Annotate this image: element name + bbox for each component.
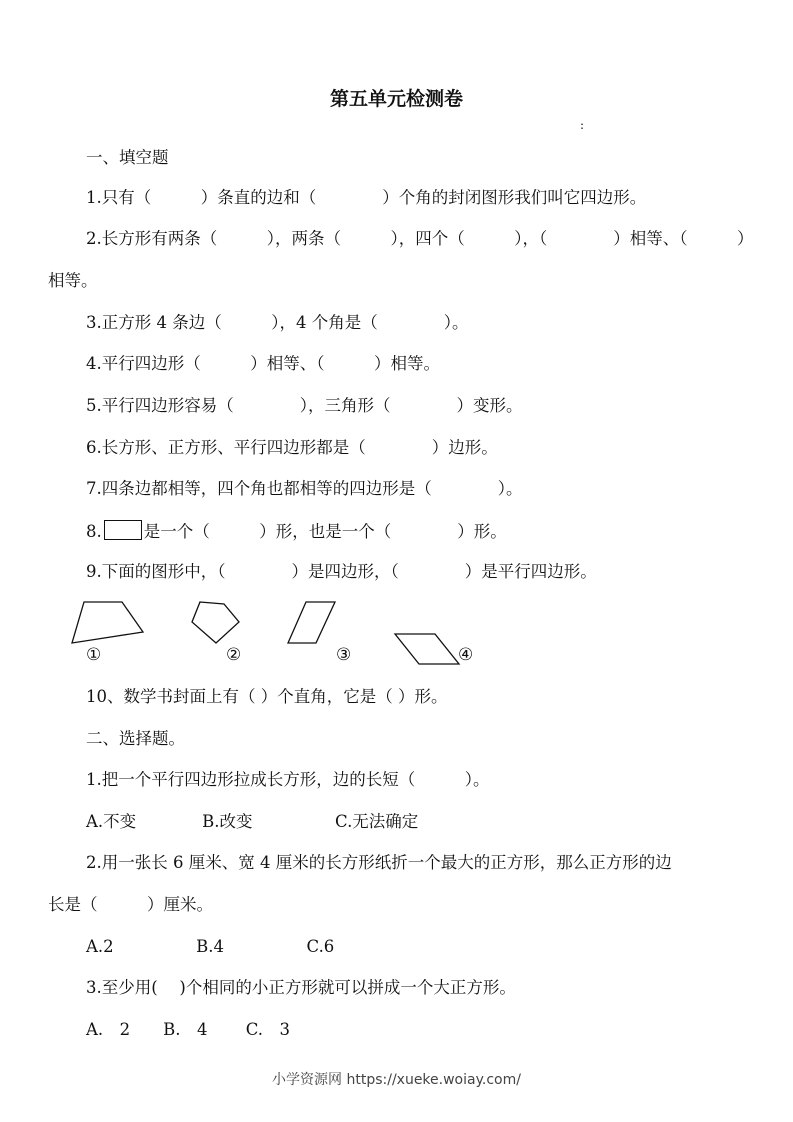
question-1-8-prefix: 8. — [86, 522, 102, 541]
question-1-1: 1.只有（ ）条直的边和（ ）个角的封闭图形我们叫它四边形。 — [86, 188, 647, 207]
question-2-1-options: A.不变 B.改变 C.无法确定 — [86, 812, 419, 831]
section1-heading: 一、填空题 — [86, 148, 169, 167]
question-1-8 — [86, 520, 507, 543]
question-2-3-options: A. 2 B. 4 C. 3 — [86, 1020, 291, 1039]
question-2-1: 1.把一个平行四边形拉成长方形，边的长短（ ）。 — [86, 770, 490, 789]
question-1-6: 6.长方形、正方形、平行四边形都是（ ）边形。 — [86, 438, 498, 457]
question-1-3: 3.正方形 4 条边（ ），4 个角是（ ）。 — [86, 313, 469, 332]
question-1-10: 10、数学书封面上有（ ）个直角，它是（ ）形。 — [86, 687, 448, 706]
question-2-2-line2: 长是（ ）厘米。 — [48, 895, 213, 914]
slanted-parallelogram-shape — [393, 632, 463, 668]
shape-label-4: ④ — [458, 645, 474, 665]
question-1-8-text: 是一个（ ）形，也是一个（ ）形。 — [143, 522, 507, 541]
question-1-7: 7.四条边都相等，四个角也都相等的四边形是（ ）。 — [86, 479, 523, 498]
pentagon-shape — [190, 600, 242, 646]
question-1-2-line2: 相等。 — [48, 271, 98, 290]
question-2-2-options: A.2 B.4 C.6 — [86, 937, 335, 956]
parallelogram-shape — [286, 600, 338, 646]
footer-source: 小学资源网 https://xueke.woiay.com/ — [272, 1072, 521, 1088]
page-title: 第五单元检测卷 — [329, 88, 463, 110]
shape-label-2: ② — [226, 645, 242, 665]
question-1-5: 5.平行四边形容易（ ），三角形（ ）变形。 — [86, 396, 523, 415]
section2-heading: 二、选择题。 — [86, 729, 185, 748]
question-1-4: 4.平行四边形（ ）相等、（ ）相等。 — [86, 354, 440, 373]
question-2-2-line1: 2.用一张长 6 厘米、宽 4 厘米的长方形纸折一个最大的正方形，那么正方形的边 — [86, 853, 672, 872]
question-1-2-line1: 2.长方形有两条（ ），两条（ ），四个（ ），（ ）相等、（ ） — [86, 229, 754, 248]
corner-mark: : — [580, 118, 585, 132]
question-2-3: 3.至少用( )个相同的小正方形就可以拼成一个大正方形。 — [86, 978, 516, 997]
question-1-9: 9.下面的图形中，（ ）是四边形，（ ）是平行四边形。 — [86, 562, 597, 581]
trapezoid-shape — [70, 600, 146, 646]
shape-label-3: ③ — [336, 645, 352, 665]
rectangle-icon — [104, 520, 142, 540]
shape-label-1: ① — [86, 645, 102, 665]
